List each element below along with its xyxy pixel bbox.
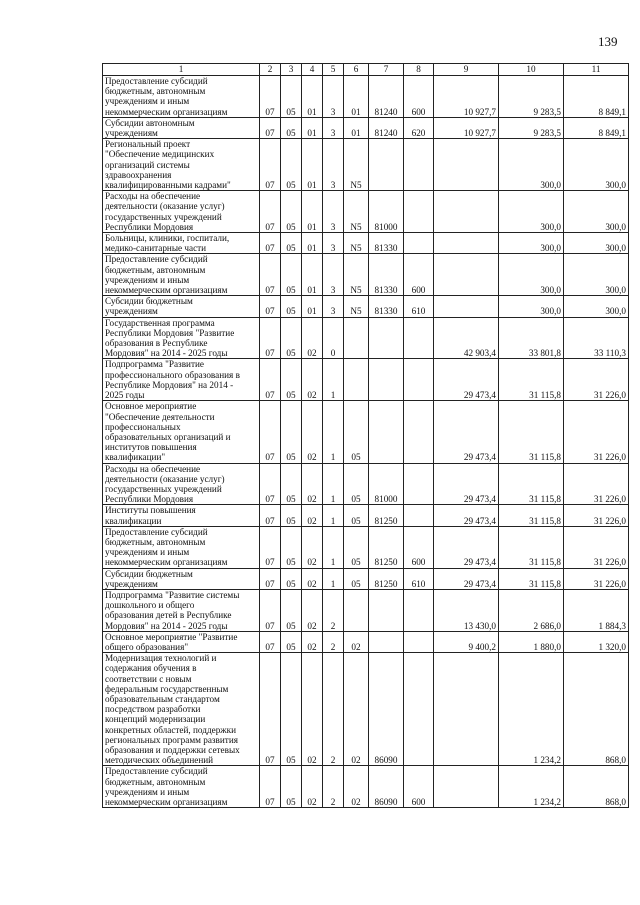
cell-c10: 31 115,8 bbox=[499, 568, 564, 589]
column-header: 5 bbox=[323, 64, 344, 76]
cell-c3: 05 bbox=[281, 401, 302, 463]
cell-c3: 05 bbox=[281, 631, 302, 652]
table-row bbox=[103, 631, 629, 652]
cell-c5: 2 bbox=[323, 589, 344, 631]
cell-c9: 29 473,4 bbox=[434, 568, 499, 589]
cell-c3: 05 bbox=[281, 117, 302, 138]
cell-c3: 05 bbox=[281, 191, 302, 233]
cell-c7: 86090 bbox=[369, 766, 404, 808]
cell-c8 bbox=[404, 653, 434, 766]
cell-c2: 07 bbox=[260, 589, 281, 631]
column-header: 9 bbox=[434, 64, 499, 76]
cell-c2: 07 bbox=[260, 317, 281, 359]
row-name: Расходы на обеспечение деятельности (оказание услуг) государственных учреждений Республики Мордовия bbox=[103, 191, 260, 233]
table-row bbox=[103, 254, 629, 296]
cell-c8: 600 bbox=[404, 76, 434, 118]
column-header: 8 bbox=[404, 64, 434, 76]
cell-c9: 29 473,4 bbox=[434, 505, 499, 526]
cell-c8: 620 bbox=[404, 117, 434, 138]
cell-c5: 3 bbox=[323, 117, 344, 138]
column-header: 11 bbox=[564, 64, 629, 76]
column-header: 6 bbox=[344, 64, 369, 76]
cell-c5: 1 bbox=[323, 463, 344, 505]
cell-c10: 300,0 bbox=[499, 139, 564, 191]
cell-c4: 02 bbox=[302, 568, 323, 589]
cell-c3: 05 bbox=[281, 76, 302, 118]
cell-c8 bbox=[404, 401, 434, 463]
cell-c11: 300,0 bbox=[564, 191, 629, 233]
cell-c7: 81330 bbox=[369, 296, 404, 317]
cell-c6 bbox=[344, 359, 369, 401]
row-name: Предоставление субсидий бюджетным, автономным учреждениям и иным некоммерческим организациям bbox=[103, 254, 260, 296]
cell-c3: 05 bbox=[281, 254, 302, 296]
cell-c4: 02 bbox=[302, 401, 323, 463]
row-name: Институты повышения квалификации bbox=[103, 505, 260, 526]
cell-c6: N5 bbox=[344, 233, 369, 254]
cell-c3: 05 bbox=[281, 296, 302, 317]
table-header-row bbox=[103, 64, 629, 76]
cell-c3: 05 bbox=[281, 359, 302, 401]
table-row bbox=[103, 296, 629, 317]
cell-c4: 02 bbox=[302, 631, 323, 652]
cell-c10: 31 115,8 bbox=[499, 359, 564, 401]
table-row bbox=[103, 76, 629, 118]
row-name: Субсидии бюджетным учреждениям bbox=[103, 296, 260, 317]
table-row bbox=[103, 589, 629, 631]
cell-c2: 07 bbox=[260, 76, 281, 118]
row-name: Субсидии автономным учреждениям bbox=[103, 117, 260, 138]
cell-c8: 610 bbox=[404, 296, 434, 317]
cell-c10: 31 115,8 bbox=[499, 505, 564, 526]
cell-c2: 07 bbox=[260, 631, 281, 652]
cell-c6: 01 bbox=[344, 117, 369, 138]
row-name: Больницы, клиники, госпитали, медико-санитарные части bbox=[103, 233, 260, 254]
cell-c11: 31 226,0 bbox=[564, 526, 629, 568]
cell-c8 bbox=[404, 191, 434, 233]
table-row bbox=[103, 117, 629, 138]
column-header: 3 bbox=[281, 64, 302, 76]
table-row bbox=[103, 526, 629, 568]
cell-c11: 8 849,1 bbox=[564, 76, 629, 118]
cell-c5: 3 bbox=[323, 233, 344, 254]
cell-c2: 07 bbox=[260, 526, 281, 568]
cell-c4: 02 bbox=[302, 766, 323, 808]
cell-c8: 600 bbox=[404, 526, 434, 568]
cell-c6: 05 bbox=[344, 568, 369, 589]
table-row bbox=[103, 463, 629, 505]
cell-c5: 1 bbox=[323, 359, 344, 401]
cell-c8 bbox=[404, 317, 434, 359]
cell-c7: 81000 bbox=[369, 191, 404, 233]
cell-c11: 31 226,0 bbox=[564, 401, 629, 463]
cell-c6: 05 bbox=[344, 505, 369, 526]
column-header: 1 bbox=[103, 64, 260, 76]
cell-c10: 31 115,8 bbox=[499, 463, 564, 505]
cell-c2: 07 bbox=[260, 139, 281, 191]
page-number: 139 bbox=[598, 34, 618, 49]
cell-c5: 2 bbox=[323, 631, 344, 652]
cell-c5: 3 bbox=[323, 254, 344, 296]
cell-c2: 07 bbox=[260, 766, 281, 808]
cell-c9 bbox=[434, 254, 499, 296]
cell-c11: 300,0 bbox=[564, 139, 629, 191]
cell-c6: N5 bbox=[344, 139, 369, 191]
cell-c7: 81330 bbox=[369, 233, 404, 254]
cell-c9: 29 473,4 bbox=[434, 526, 499, 568]
cell-c11: 31 226,0 bbox=[564, 568, 629, 589]
cell-c4: 02 bbox=[302, 526, 323, 568]
table-row bbox=[103, 766, 629, 808]
cell-c10: 1 880,0 bbox=[499, 631, 564, 652]
cell-c8 bbox=[404, 505, 434, 526]
cell-c2: 07 bbox=[260, 359, 281, 401]
cell-c5: 1 bbox=[323, 526, 344, 568]
cell-c10: 1 234,2 bbox=[499, 766, 564, 808]
row-name: Модернизация технологий и содержания обучения в соответствии с новым федеральным государственным образовательным стандартом посредством разработки концепций модернизации конкретных областей, поддержки региональных программ развития образования и поддержки сетевых методических объединений bbox=[103, 653, 260, 766]
cell-c4: 01 bbox=[302, 191, 323, 233]
cell-c6: 02 bbox=[344, 766, 369, 808]
cell-c7 bbox=[369, 317, 404, 359]
cell-c6: N5 bbox=[344, 254, 369, 296]
cell-c3: 05 bbox=[281, 463, 302, 505]
cell-c2: 07 bbox=[260, 191, 281, 233]
table-row bbox=[103, 317, 629, 359]
table-row bbox=[103, 191, 629, 233]
cell-c7: 81250 bbox=[369, 505, 404, 526]
cell-c8: 610 bbox=[404, 568, 434, 589]
cell-c8: 600 bbox=[404, 254, 434, 296]
cell-c3: 05 bbox=[281, 568, 302, 589]
cell-c10: 9 283,5 bbox=[499, 76, 564, 118]
row-name: Государственная программа Республики Мордовия "Развитие образования в Республике Мордовия" на 2014 - 2025 годы bbox=[103, 317, 260, 359]
cell-c11: 300,0 bbox=[564, 233, 629, 254]
column-header: 7 bbox=[369, 64, 404, 76]
cell-c9: 29 473,4 bbox=[434, 401, 499, 463]
cell-c9 bbox=[434, 191, 499, 233]
cell-c2: 07 bbox=[260, 254, 281, 296]
cell-c11: 1 320,0 bbox=[564, 631, 629, 652]
cell-c6: 05 bbox=[344, 463, 369, 505]
cell-c9: 29 473,4 bbox=[434, 359, 499, 401]
cell-c7: 81330 bbox=[369, 254, 404, 296]
column-header: 10 bbox=[499, 64, 564, 76]
cell-c3: 05 bbox=[281, 317, 302, 359]
cell-c3: 05 bbox=[281, 589, 302, 631]
cell-c8 bbox=[404, 463, 434, 505]
cell-c4: 02 bbox=[302, 463, 323, 505]
cell-c2: 07 bbox=[260, 505, 281, 526]
cell-c6: N5 bbox=[344, 191, 369, 233]
cell-c7 bbox=[369, 589, 404, 631]
cell-c6: 05 bbox=[344, 526, 369, 568]
cell-c10: 1 234,2 bbox=[499, 653, 564, 766]
cell-c11: 33 110,3 bbox=[564, 317, 629, 359]
cell-c9: 13 430,0 bbox=[434, 589, 499, 631]
cell-c7: 81250 bbox=[369, 568, 404, 589]
cell-c8 bbox=[404, 589, 434, 631]
row-name: Региональный проект "Обеспечение медицинских организаций системы здравоохранения квалифицированными кадрами" bbox=[103, 139, 260, 191]
cell-c10: 2 686,0 bbox=[499, 589, 564, 631]
cell-c9: 29 473,4 bbox=[434, 463, 499, 505]
row-name: Подпрограмма "Развитие профессионального образования в Республике Мордовия" на 2014 - 2025 годы bbox=[103, 359, 260, 401]
table-row bbox=[103, 359, 629, 401]
row-name: Предоставление субсидий бюджетным, автономным учреждениям и иным некоммерческим организациям bbox=[103, 766, 260, 808]
cell-c6 bbox=[344, 317, 369, 359]
cell-c7: 81000 bbox=[369, 463, 404, 505]
cell-c7: 86090 bbox=[369, 653, 404, 766]
table-row bbox=[103, 233, 629, 254]
row-name: Расходы на обеспечение деятельности (оказание услуг) государственных учреждений Республики Мордовия bbox=[103, 463, 260, 505]
cell-c2: 07 bbox=[260, 463, 281, 505]
cell-c2: 07 bbox=[260, 296, 281, 317]
cell-c4: 01 bbox=[302, 233, 323, 254]
cell-c11: 8 849,1 bbox=[564, 117, 629, 138]
table-row bbox=[103, 401, 629, 463]
cell-c11: 31 226,0 bbox=[564, 463, 629, 505]
cell-c10: 31 115,8 bbox=[499, 401, 564, 463]
row-name: Предоставление субсидий бюджетным, автономным учреждениям и иным некоммерческим организациям bbox=[103, 526, 260, 568]
cell-c2: 07 bbox=[260, 568, 281, 589]
cell-c10: 9 283,5 bbox=[499, 117, 564, 138]
cell-c5: 1 bbox=[323, 401, 344, 463]
cell-c5: 3 bbox=[323, 76, 344, 118]
cell-c4: 01 bbox=[302, 296, 323, 317]
cell-c8: 600 bbox=[404, 766, 434, 808]
cell-c9 bbox=[434, 653, 499, 766]
cell-c4: 02 bbox=[302, 505, 323, 526]
cell-c10: 300,0 bbox=[499, 296, 564, 317]
cell-c9: 10 927,7 bbox=[434, 76, 499, 118]
cell-c4: 01 bbox=[302, 139, 323, 191]
cell-c9 bbox=[434, 233, 499, 254]
cell-c5: 3 bbox=[323, 296, 344, 317]
cell-c3: 05 bbox=[281, 505, 302, 526]
cell-c11: 31 226,0 bbox=[564, 505, 629, 526]
row-name: Предоставление субсидий бюджетным, автономным учреждениям и иным некоммерческим организациям bbox=[103, 76, 260, 118]
cell-c8 bbox=[404, 139, 434, 191]
cell-c8 bbox=[404, 631, 434, 652]
cell-c9: 10 927,7 bbox=[434, 117, 499, 138]
cell-c3: 05 bbox=[281, 766, 302, 808]
cell-c5: 3 bbox=[323, 139, 344, 191]
cell-c6: N5 bbox=[344, 296, 369, 317]
cell-c5: 0 bbox=[323, 317, 344, 359]
cell-c6: 02 bbox=[344, 631, 369, 652]
cell-c11: 1 884,3 bbox=[564, 589, 629, 631]
cell-c9 bbox=[434, 766, 499, 808]
cell-c2: 07 bbox=[260, 653, 281, 766]
cell-c4: 01 bbox=[302, 254, 323, 296]
row-name: Основное мероприятие "Развитие общего образования" bbox=[103, 631, 260, 652]
cell-c9: 9 400,2 bbox=[434, 631, 499, 652]
cell-c4: 02 bbox=[302, 359, 323, 401]
cell-c7: 81240 bbox=[369, 76, 404, 118]
cell-c6: 02 bbox=[344, 653, 369, 766]
cell-c10: 300,0 bbox=[499, 233, 564, 254]
cell-c7: 81250 bbox=[369, 526, 404, 568]
cell-c6: 01 bbox=[344, 76, 369, 118]
cell-c3: 05 bbox=[281, 653, 302, 766]
cell-c4: 02 bbox=[302, 653, 323, 766]
cell-c4: 02 bbox=[302, 589, 323, 631]
table-body bbox=[103, 76, 629, 808]
cell-c8 bbox=[404, 359, 434, 401]
table-row bbox=[103, 139, 629, 191]
row-name: Субсидии бюджетным учреждениям bbox=[103, 568, 260, 589]
cell-c6: 05 bbox=[344, 401, 369, 463]
cell-c10: 300,0 bbox=[499, 254, 564, 296]
cell-c10: 31 115,8 bbox=[499, 526, 564, 568]
cell-c3: 05 bbox=[281, 233, 302, 254]
cell-c2: 07 bbox=[260, 117, 281, 138]
cell-c11: 300,0 bbox=[564, 296, 629, 317]
cell-c11: 300,0 bbox=[564, 254, 629, 296]
cell-c5: 1 bbox=[323, 505, 344, 526]
column-header: 4 bbox=[302, 64, 323, 76]
cell-c10: 300,0 bbox=[499, 191, 564, 233]
column-header: 2 bbox=[260, 64, 281, 76]
cell-c5: 1 bbox=[323, 568, 344, 589]
cell-c5: 2 bbox=[323, 653, 344, 766]
cell-c9: 42 903,4 bbox=[434, 317, 499, 359]
cell-c2: 07 bbox=[260, 233, 281, 254]
cell-c5: 2 bbox=[323, 766, 344, 808]
cell-c7 bbox=[369, 359, 404, 401]
cell-c3: 05 bbox=[281, 139, 302, 191]
row-name: Основное мероприятие "Обеспечение деятельности профессиональных образовательных организаций и институтов повышения квалификации" bbox=[103, 401, 260, 463]
table-row bbox=[103, 653, 629, 766]
cell-c10: 33 801,8 bbox=[499, 317, 564, 359]
cell-c7 bbox=[369, 401, 404, 463]
cell-c11: 868,0 bbox=[564, 766, 629, 808]
cell-c4: 02 bbox=[302, 317, 323, 359]
cell-c4: 01 bbox=[302, 117, 323, 138]
cell-c9 bbox=[434, 296, 499, 317]
cell-c6 bbox=[344, 589, 369, 631]
cell-c11: 31 226,0 bbox=[564, 359, 629, 401]
cell-c2: 07 bbox=[260, 401, 281, 463]
cell-c7: 81240 bbox=[369, 117, 404, 138]
cell-c8 bbox=[404, 233, 434, 254]
table-row bbox=[103, 505, 629, 526]
row-name: Подпрограмма "Развитие системы дошкольного и общего образования детей в Республике Мордовия" на 2014 - 2025 годы bbox=[103, 589, 260, 631]
budget-table bbox=[102, 63, 629, 808]
cell-c9 bbox=[434, 139, 499, 191]
cell-c7 bbox=[369, 139, 404, 191]
table-row bbox=[103, 568, 629, 589]
cell-c4: 01 bbox=[302, 76, 323, 118]
cell-c7 bbox=[369, 631, 404, 652]
cell-c11: 868,0 bbox=[564, 653, 629, 766]
cell-c5: 3 bbox=[323, 191, 344, 233]
cell-c3: 05 bbox=[281, 526, 302, 568]
